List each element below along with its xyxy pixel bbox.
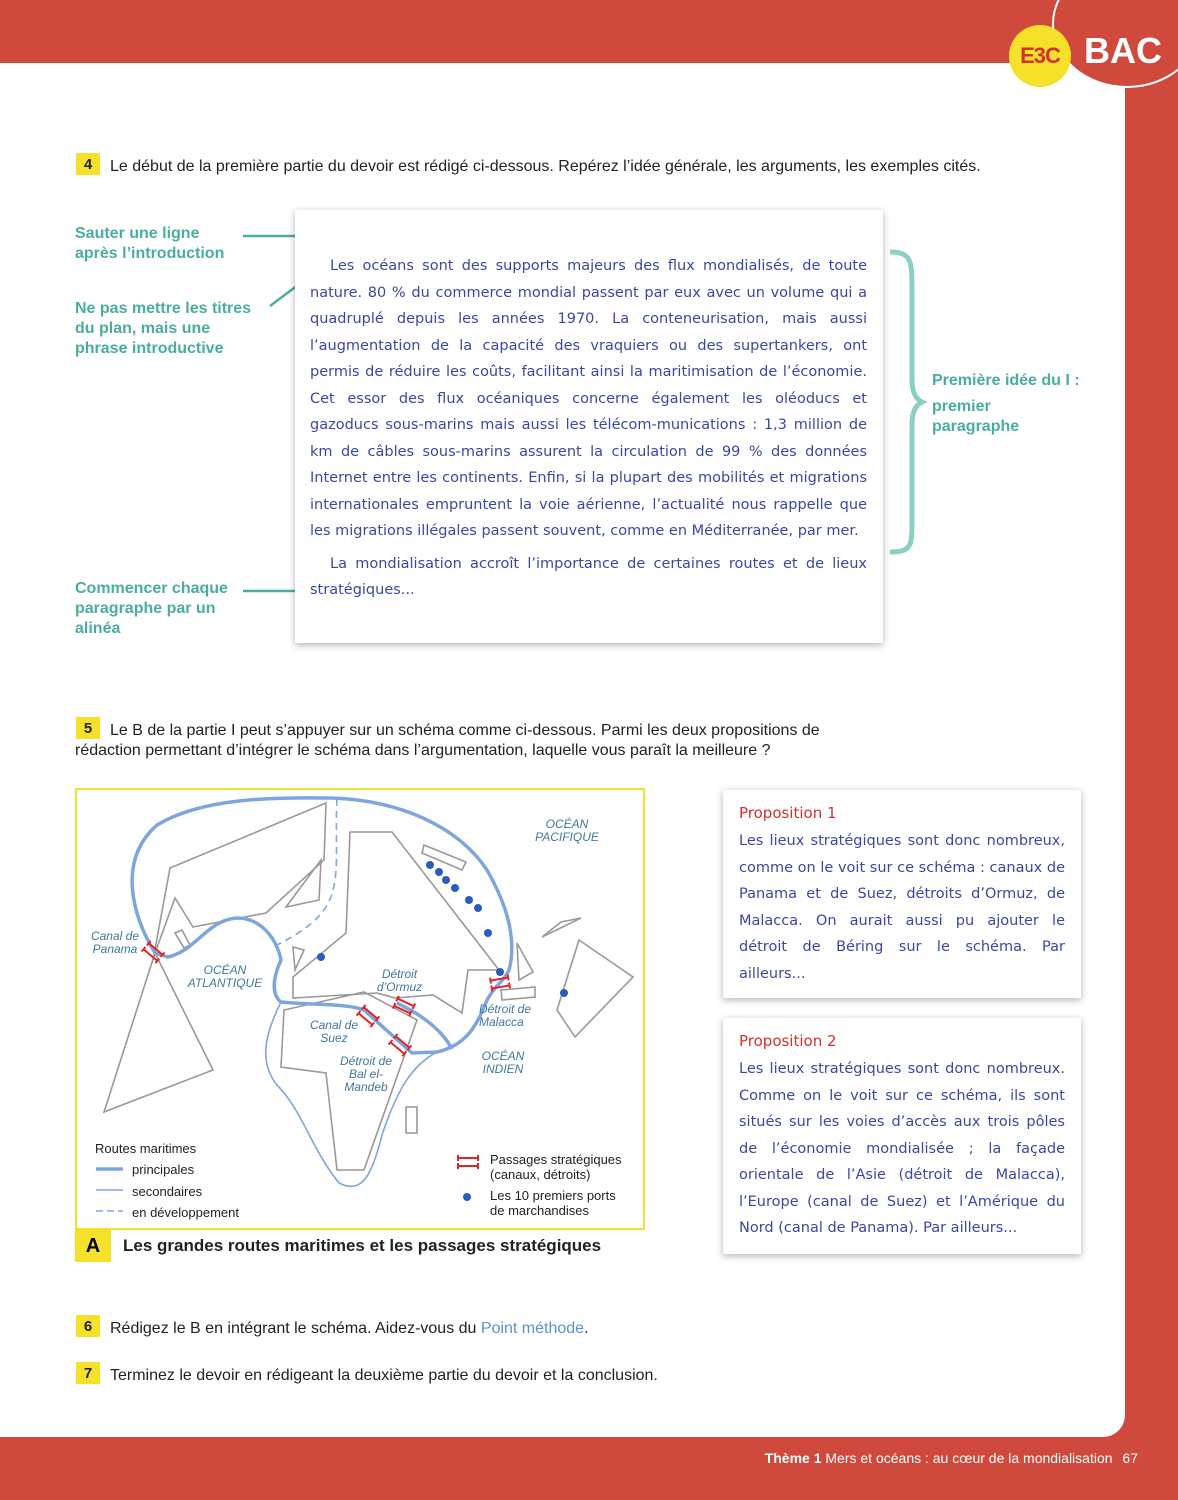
question-6 [110,1319,589,1339]
legend-passages: Passages stratégiques (canaux, détroits) [490,1152,622,1182]
land-madagascar [406,1107,417,1133]
label-indian: OCÉAN INDIEN [481,1049,525,1076]
point-methode-link[interactable]: Point méthode [480,1320,585,1337]
ports [317,861,568,997]
e3c-badge: E3C [1009,25,1071,87]
port-marker [560,989,568,997]
label-panama: Canal de Panama [90,929,140,956]
question-number: 7 [76,1362,100,1384]
legend-secondary: secondaires [132,1184,203,1199]
port-marker [484,929,492,937]
proposition-text: Les lieux stratégiques sont donc nombreux. Comme on le voit sur ce schéma, ils sont situés sur les voies d’accès aux trois pôles de l’économie mondialisée ; la façade orientale de l’Asie (détroit de Malacca), l’Europe (canal de Suez) et l’Amérique du Nord (canal de Panama). Par ailleurs... [739,1061,1065,1236]
annotation-skip-line: Sauter une ligne après l’introduction [75,225,225,262]
annotation-no-titles: Ne pas mettre les titres du plan, mais une phrase introductive [75,300,252,357]
brace-icon [890,252,922,552]
essay-card [295,210,883,643]
question-4: Le début de la première partie du devoir est rédigé ci-dessous. Repérez l’idée générale, les arguments, les exemples cités. [110,158,981,175]
legend-developing: en développement [132,1205,239,1220]
caption-letter: A [75,1230,111,1262]
port-marker [465,896,473,904]
port-marker [435,868,443,876]
land-philippines [517,943,533,980]
port-marker [317,953,325,961]
label-atlantic: OCÉAN ATLANTIQUE [187,963,263,990]
question-7: Terminez le devoir en rédigeant la deuxième partie du devoir et la conclusion. [110,1367,658,1384]
proposition-text: Les lieux stratégiques sont donc nombreux, comme on le voit sur ce schéma : canaux de Panama et de Suez, détroits d’Ormuz, de Malacca. On aurait aussi pu ajouter le détroit de Béring sur le schéma. Par ailleurs... [739,833,1065,982]
proposition-title: Proposition 2 [739,1032,837,1050]
maritime-routes-map [75,788,645,1230]
question-6-end: . [584,1320,589,1337]
legend-title: Routes maritimes [95,1141,197,1156]
question-number: 4 [76,153,100,175]
land-indonesia [501,987,535,1000]
legend-main: principales [132,1162,195,1177]
legend-passage-icon [458,1155,478,1169]
annotation-first-idea-sub: premier paragraphe [932,398,1020,435]
land-europe-peninsula [293,947,304,970]
land-north-america [153,803,326,960]
legend-ports: Les 10 premiers ports de marchandises [490,1188,616,1218]
legend-port-icon [463,1193,471,1201]
page-number: 67 [1122,1450,1138,1466]
map-caption [75,1230,601,1262]
land-new-guinea [542,918,581,937]
port-marker [474,904,482,912]
port-marker [496,968,504,976]
question-5: Le B de la partie I peut s’appuyer sur un schéma comme ci-dessous. Parmi les deux propositions de rédaction permettant d’intégrer le schéma dans l’argumentation, laquelle vous paraît la meilleure ? [75,722,820,759]
proposition-2-card [723,1018,1081,1254]
port-marker [442,876,450,884]
land-greenland [286,860,321,907]
annotation-first-idea-title: Première idée du I : [932,372,1080,389]
proposition-1-card [723,790,1081,998]
port-marker [451,884,459,892]
route-main [132,798,512,1053]
label-suez: Canal de Suez [309,1018,359,1045]
land-island [175,930,190,948]
label-ormuz: Détroit d’Ormuz [376,967,423,994]
land-australia [557,940,633,1037]
label-malacca: Détroit de Malacca [479,1002,532,1029]
question-number: 5 [76,717,100,739]
essay-paragraph-1: Les océans sont des supports majeurs des flux mondialisés, de toute nature. 80 % du commerce mondial passent par eux avec un volume qui a quadruplé depuis les années 1970. La conteneurisation, mais aussi l’augmentation de la capacité des vraquiers ou des supertankers, ont permis de réduire les coûts, facilitant ainsi la maritimisation de l’économie. Cet essor des flux océaniques concerne également les oléoducs et gazoducs sous-marins mais aussi les télécom-munications : 1,3 million de km de câbles sous-marins assurent la circulation de 99 % des données Internet entre les continents. Enfin, si la plupart des mobilités et migrations internationales empruntent la voie aérienne, l’actualité nous rappelle que les migrations illégales passent souvent, comme en Méditerranée, par mer. [310,258,867,539]
essay-paragraph-2: La mondialisation accroît l’importance de certaines routes et de lieux stratégiques... [310,555,867,598]
annotation-indent: Commencer chaque paragraphe par un alinéa [75,580,228,637]
caption-title: Les grandes routes maritimes et les passages stratégiques [123,1236,602,1255]
footer-title: Mers et océans : au cœur de la mondialisation [825,1450,1113,1466]
port-marker [426,861,434,869]
label-pacific: OCÉAN PACIFIQUE [535,817,599,844]
proposition-title: Proposition 1 [739,804,837,822]
bac-label: BAC [1084,30,1162,71]
question-number: 6 [76,1315,100,1337]
question-6-text: Rédigez le B en intégrant le schéma. Aidez-vous du [110,1320,481,1337]
footer-theme: Thème 1 [764,1450,822,1466]
footer [765,1450,1138,1466]
legend-route-icons [96,1169,123,1211]
label-bab-el-mandeb: Détroit de Bal el-Mandeb [339,1054,393,1094]
